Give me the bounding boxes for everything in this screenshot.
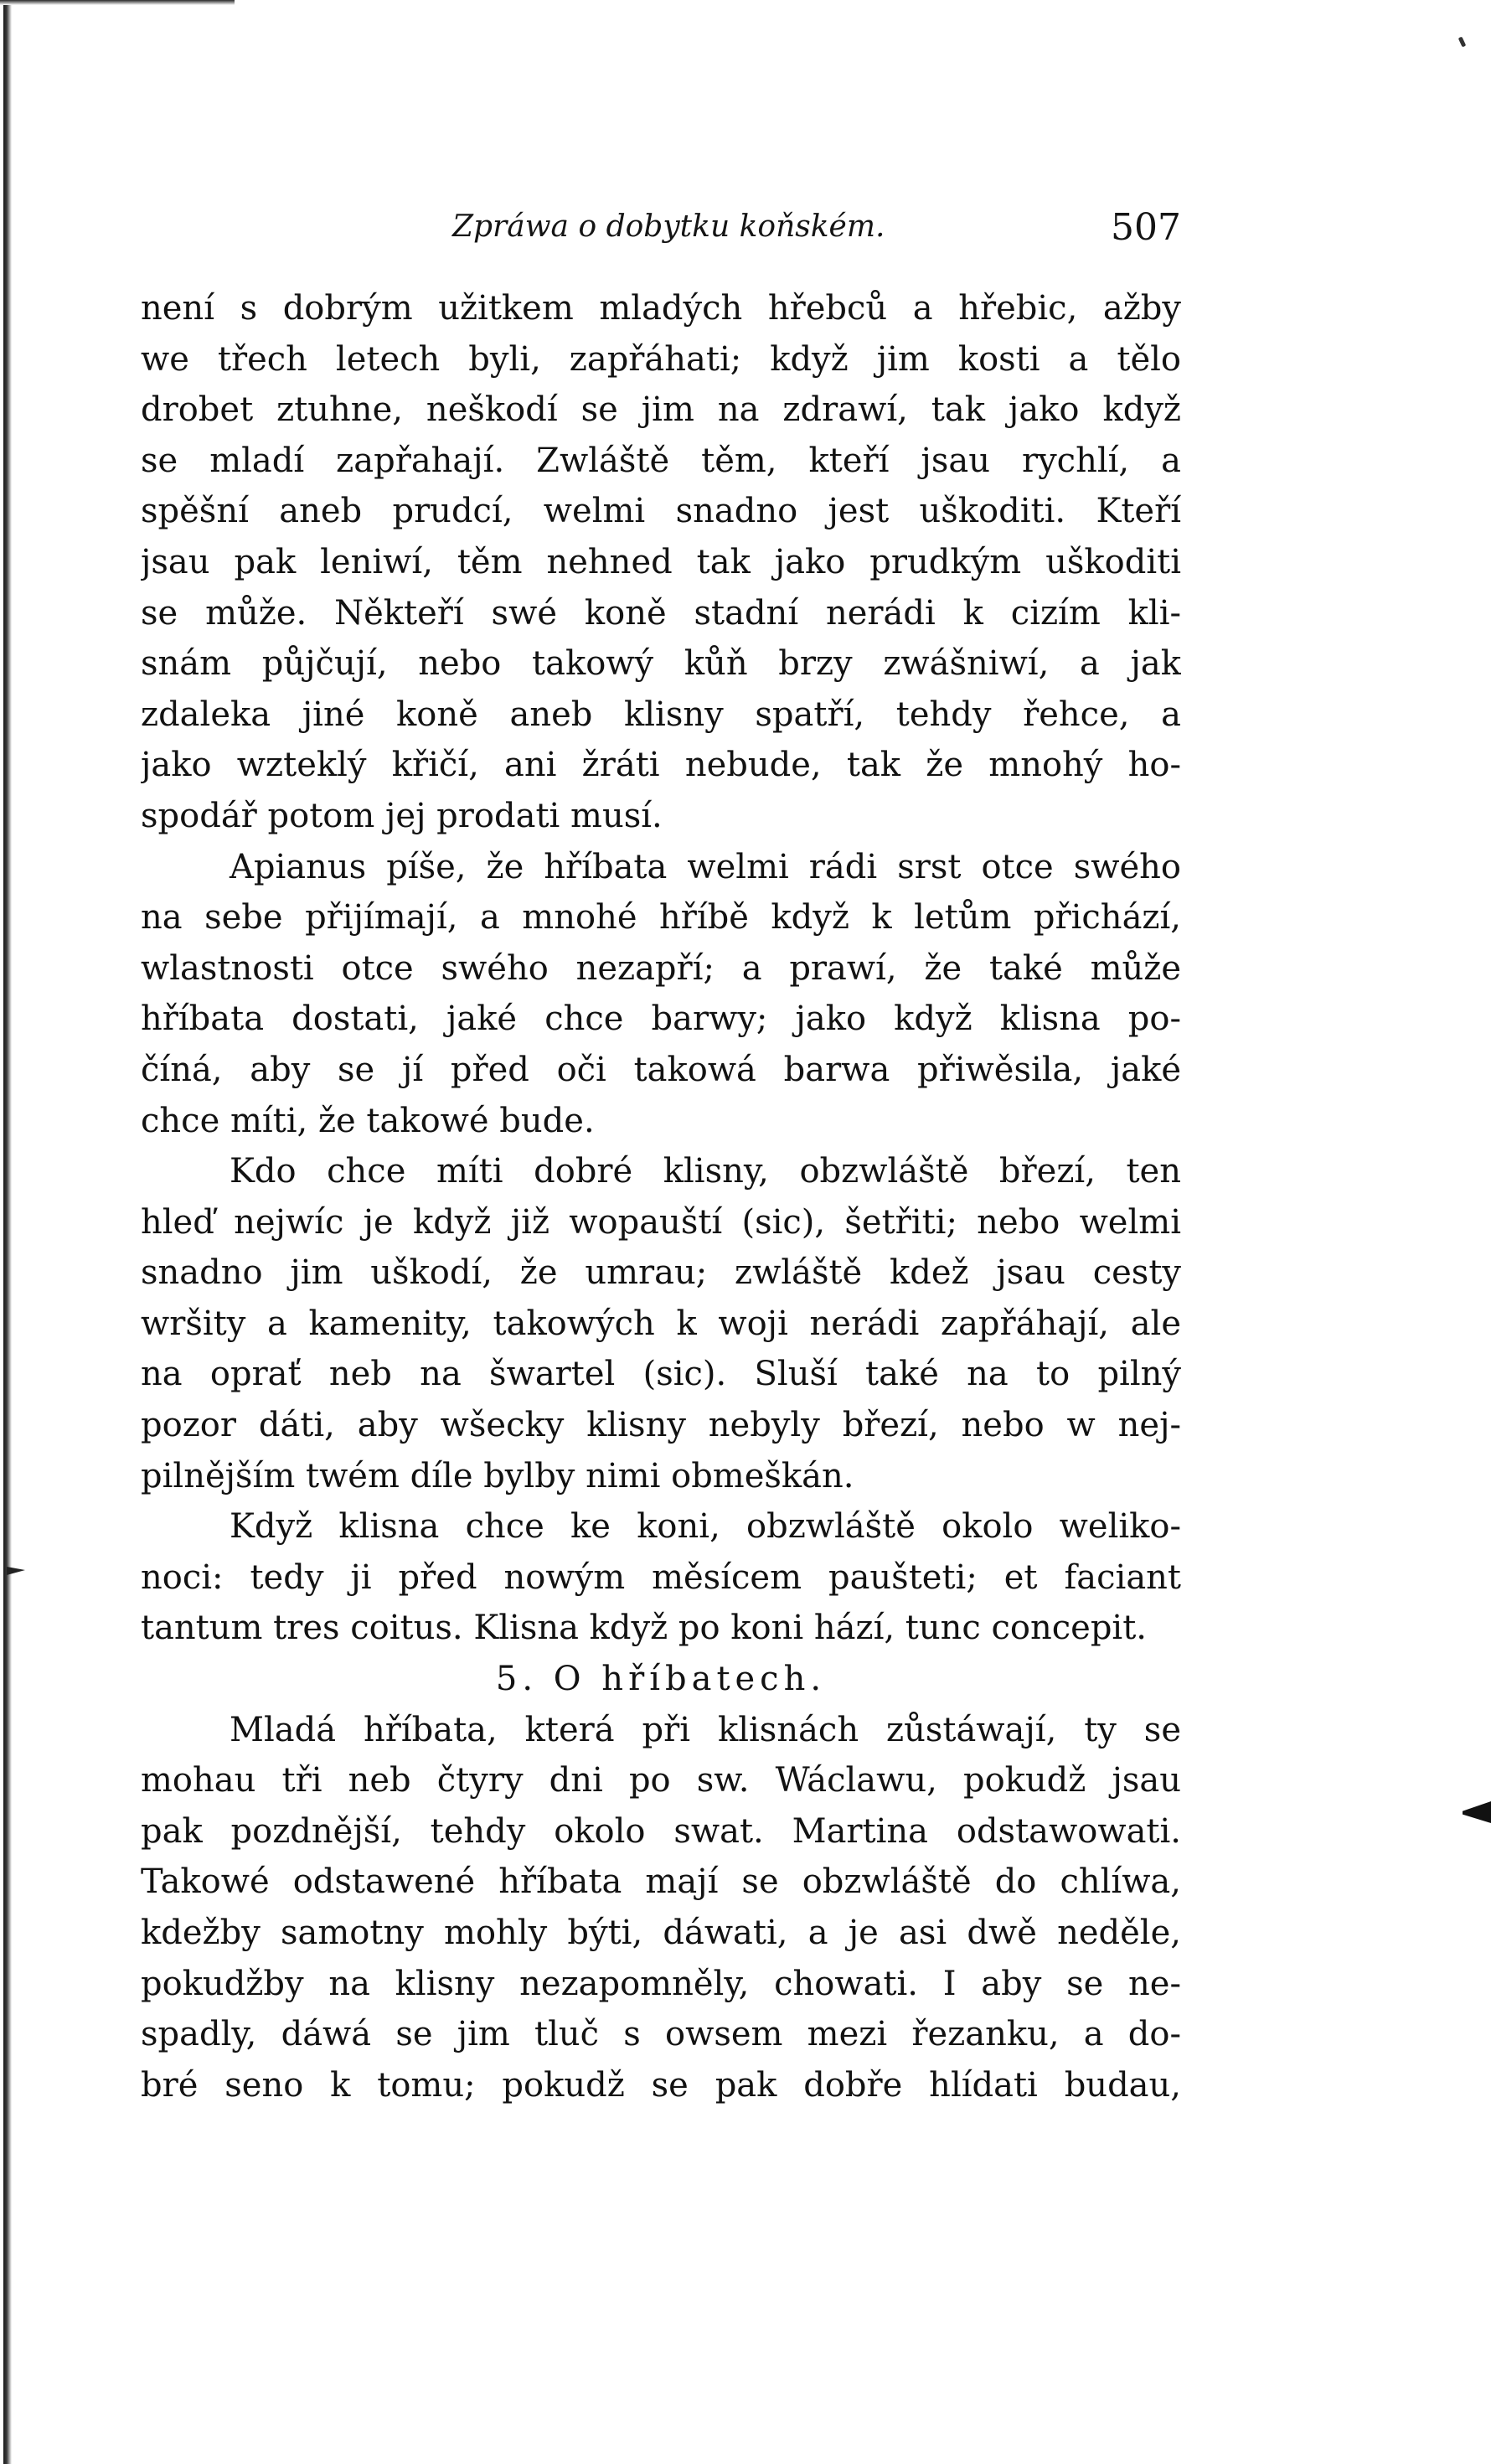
text-line: spadly, dáwá se jim tluč s owsem mezi řezanku, a do- [141, 2015, 1181, 2054]
text-line: snám půjčují, nebo takowý kůň brzy zwášniwí, a jak [141, 644, 1181, 684]
text-line: pokudžby na klisny nezapomněly, chowati. I aby se ne- [141, 1964, 1181, 2003]
text-line: hleď nejwíc je když již wopauští (sic), šetřiti; nebo welmi [141, 1202, 1181, 1242]
text-line: spěšní aneb prudcí, welmi snadno jest uškoditi. Kteří [141, 492, 1181, 531]
body-text [141, 283, 1181, 2110]
text-line: mohau tři neb čtyry dni po sw. Wáclawu, pokudž jsau [141, 1761, 1181, 1800]
text-line: pozor dáti, aby wšecky klisny nebyly březí, nebo w nej- [141, 1406, 1181, 1445]
paragraph-start-line: Když klisna chce ke koni, obzwláště okolo weliko- [230, 1507, 1181, 1547]
text-line: hříbata dostati, jaké chce barwy; jako když klisna po- [141, 1000, 1181, 1039]
text-line: we třech letech byli, zapřáhati; když jim kosti a tělo [141, 339, 1181, 379]
text-line: na oprať neb na šwartel (sic). Sluší také na to pilný [141, 1355, 1181, 1394]
text-line: není s dobrým užitkem mladých hřebců a hřebic, ažby [141, 289, 1181, 328]
text-line: jsau pak leniwí, těm nehned tak jako prudkým uškoditi [141, 542, 1181, 581]
text-line: chce míti, že takowé bude. [141, 1101, 595, 1140]
scan-edge-left [3, 0, 12, 2464]
page-header [452, 206, 1181, 256]
running-head: Zpráwa o dobytku koňském. [452, 209, 885, 244]
text-line: na sebe přijímají, a mnohé hříbě když k letům přichází, [141, 898, 1181, 938]
section-heading: 5. O hříbatech. [495, 1660, 827, 1699]
scan-speck [1458, 37, 1467, 48]
text-line: se mladí zapřahají. Zwláště těm, kteří jsau rychlí, a [141, 441, 1181, 480]
scan-mark-right [1463, 1801, 1491, 1823]
text-line: noci: tedy ji před nowým měsícem paušteti; et faciant [141, 1557, 1181, 1597]
page-number: 507 [1111, 206, 1181, 249]
paragraph-start-line: Mladá hříbata, která při klisnách zůstáwají, ty se [230, 1710, 1181, 1749]
scan-mark-left [7, 1567, 25, 1575]
text-line: kdežby samotny mohly býti, dáwati, a je asi dwě neděle, [141, 1914, 1181, 1952]
text-line: spodář potom jej prodati musí. [141, 796, 663, 835]
paragraph-start-line: Apianus píše, že hříbata welmi rádi srst otce swého [230, 847, 1181, 886]
text-line: bré seno k tomu; pokudž se pak dobře hlídati budau, [141, 2065, 1181, 2105]
text-line: pilnějším twém díle bylby nimi obmeškán. [141, 1456, 854, 1495]
text-line: Takowé odstawené hříbata mají se obzwláště do chlíwa, [141, 1862, 1181, 1902]
text-line: zdaleka jiné koně aneb klisny spatří, tehdy řehce, a [141, 695, 1181, 734]
text-line: wršity a kamenity, takowých k woji nerádi zapřáhají, ale [141, 1304, 1181, 1343]
text-line: tantum tres coitus. Klisna když po koni hází, tunc concepit. [141, 1609, 1148, 1648]
text-line: jako wzteklý křičí, ani žráti nebude, tak že mnohý ho- [141, 746, 1181, 785]
scan-edge-top [0, 0, 235, 5]
text-line: číná, aby se jí před oči takowá barwa přiwěsila, jaké [141, 1050, 1181, 1089]
text-line: drobet ztuhne, neškodí se jim na zdrawí, tak jako když [141, 390, 1181, 430]
text-line: wlastnosti otce swého nezapří; a prawí, že také může [141, 948, 1181, 988]
paragraph-start-line: Kdo chce míti dobré klisny, obzwláště březí, ten [230, 1152, 1181, 1191]
text-line: pak pozdnější, tehdy okolo swat. Martina odstawowati. [141, 1811, 1181, 1851]
text-line: snadno jim uškodí, že umrau; zwláště kdež jsau cesty [141, 1253, 1181, 1293]
text-line: se může. Někteří swé koně stadní nerádi k cizím kli- [141, 593, 1181, 633]
